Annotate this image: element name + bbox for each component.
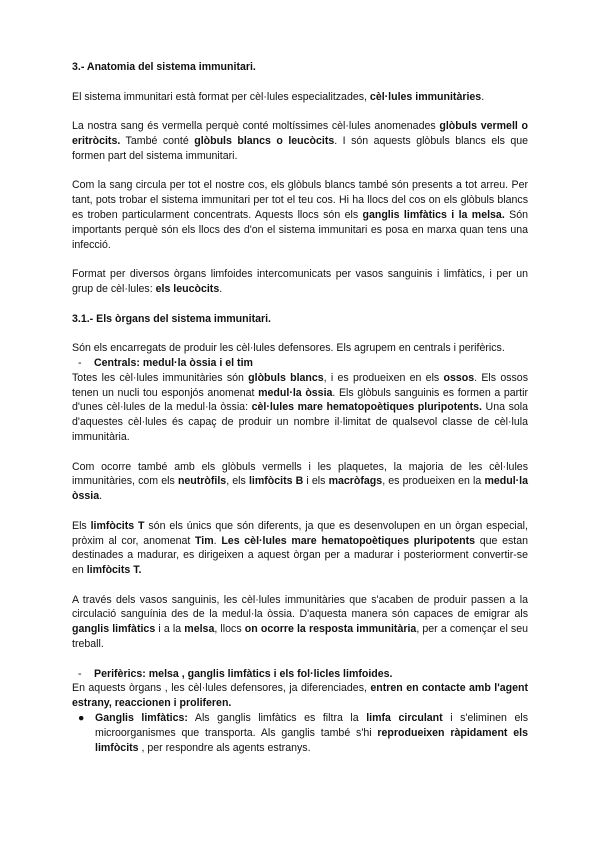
p7-d: limfòcits B: [248, 475, 304, 488]
p8-c: són els únics que són diferents, ja que es desenvolupen en un òrgan especial, pròxim al cor, anomenat: [72, 519, 528, 547]
perifericos-heading: [72, 667, 528, 682]
bullet-text: [95, 711, 528, 755]
p9-b: ganglis limfàtics: [72, 623, 156, 636]
p9-a: A través dels vasos sanguinis, les cèl·lules immunitàries que s'acaben de produir passen a la circulació sanguínia des de la medul·la òssia. D'aquesta manera són capaces de emigrar als: [72, 593, 528, 621]
p7-a: Com ocorre també amb els glòbuls vermells i les plaquetes, la majoria de les cèl·lules immunitàries, com els: [72, 460, 528, 488]
p8-a: Els: [72, 519, 91, 532]
p9-c: i a la: [155, 623, 185, 636]
p7-b: neutròfils: [177, 475, 227, 488]
paragraph-7: [72, 460, 528, 504]
p6-e: . Els ossos tenen un nucli tou esponjós anomenat: [72, 371, 528, 399]
paragraph-5: Són els encarregats de produir les cèl·lules defensores. Els agrupem en centrals i perifèrics.: [72, 342, 505, 355]
p7-c: , els: [226, 475, 249, 488]
p6-g: . Els glòbuls sanguinis es formen a partir d'unes cèl·lules de la medul·la òssia:: [72, 386, 528, 414]
b1-f: , per respondre als agents estranys.: [138, 741, 311, 754]
p9-e: , llocs: [214, 623, 245, 636]
p6-a: Totes les cèl·lules immunitàries són: [72, 371, 249, 384]
p9-d: melsa: [184, 623, 215, 636]
p2-e: . I són aquests glòbuls blancs els que formen part del sistema immunitari.: [72, 134, 529, 162]
paragraph-1: [72, 90, 528, 105]
b1-e: reprodueixen ràpidament els limfòcits: [95, 726, 528, 754]
centrals-label: Centrals: medul·la òssia i el tim: [94, 356, 253, 369]
p7-f: macròfags: [328, 475, 383, 488]
paragraph-10: [72, 681, 528, 711]
p4-a: Format per diversos òrgans limfoides intercomunicats per vasos sanguinis i limfàtics, i per un grup de cèl·lules:: [72, 268, 528, 295]
p9-f: on ocorre la resposta immunitària: [244, 623, 417, 636]
b1-b: Als ganglis limfàtics es filtra la: [187, 712, 367, 725]
p1-text: El sistema immunitari està format per cèl·lules especialitzades,: [72, 90, 370, 103]
p8-g: que estan destinades a madurar, es dirigeixen a aquest òrgan per a madurar i posteriorment convertir-se en: [72, 534, 529, 577]
p8-f: Les cèl·lules mare hematopoètiques pluripotents: [221, 534, 476, 547]
section-title: 3.- Anatomia del sistema immunitari.: [72, 61, 256, 73]
centrals-heading: [72, 356, 528, 371]
paragraph-2: [72, 119, 528, 163]
paragraph-9: [72, 593, 528, 652]
p10-b: entren en contacte amb l'agent estrany, reaccionen i proliferen.: [72, 682, 528, 710]
p2-b: glòbuls vermell o eritròcits.: [72, 120, 528, 147]
p7-e: i els: [303, 475, 329, 488]
p8-b: limfòcits T: [90, 519, 145, 532]
paragraph-6: [72, 371, 528, 445]
p7-i: .: [99, 490, 103, 503]
p4-c: .: [219, 282, 223, 295]
p4-b: els leucòcits: [155, 282, 220, 295]
dash-marker: -: [78, 667, 82, 680]
p3-b: ganglis limfàtics i la melsa.: [362, 208, 505, 221]
bullet-ganglis: [72, 711, 528, 755]
p9-g: , per a començar el seu treball.: [72, 623, 529, 651]
p3-a: Com la sang circula per tot el nostre cos, els glòbuls blancs també són presents a tot arreu. Per tant, pots trobar el sistema immunitari per tot el teu cos. Hi ha llocs del cos on els glòbuls blancs es troben particularment concentrats. Aquests llocs són els: [72, 179, 528, 221]
p8-h: limfòcits T.: [86, 564, 142, 577]
p8-d: Tim: [195, 534, 214, 547]
p6-d: ossos: [443, 371, 475, 384]
p3-c: Són importants perquè són els llocs des d'on el sistema immunitari es posa en marxa quan tens una infecció.: [72, 208, 528, 251]
paragraph-3: [72, 178, 528, 252]
paragraph-4: [72, 267, 528, 297]
p8-e: .: [213, 534, 222, 547]
b1-d: i s'eliminen els microorganismes que transporta. Als ganglis també s'hi: [95, 712, 528, 739]
p2-a: La nostra sang és vermella perquè conté moltíssimes cèl·lules anomenades: [72, 120, 440, 133]
p6-c: , i es produeixen en els: [323, 371, 444, 384]
p6-h: cèl·lules mare hematopoètiques pluripotents.: [251, 401, 482, 414]
perifericos-label: Perifèrics: melsa , ganglis limfàtics i els fol·licles limfoides.: [94, 667, 393, 680]
document-page: [72, 60, 528, 755]
p1-bold: cèl·lules immunitàries: [369, 90, 482, 103]
b1-c: limfa circulant: [366, 712, 443, 725]
p6-b: glòbuls blancs: [248, 371, 324, 384]
subsection-title: 3.1.- Els òrgans del sistema immunitari.: [72, 312, 271, 325]
p10-a: En aquests òrgans , les cèl·lules defensores, ja diferenciades,: [72, 682, 371, 695]
bullet-dot-icon: ●: [78, 712, 85, 725]
p2-c: També conté: [120, 134, 195, 147]
p1-end: .: [481, 90, 485, 103]
p7-g: , es produeixen en la: [382, 475, 485, 488]
b1-a: Ganglis limfàtics:: [95, 712, 188, 725]
p6-f: medul·la òssia: [258, 386, 333, 399]
p7-h: medul·la òssia: [72, 475, 528, 503]
paragraph-8: [72, 519, 528, 578]
p6-i: Una sola d'aquestes cèl·lules és capaç de produir un nombre il·limitat de qualsevol classe de cèl·lula immunitària.: [72, 401, 528, 443]
dash-marker: -: [78, 356, 82, 369]
p2-d: glòbuls blancs o leucòcits: [194, 134, 335, 147]
